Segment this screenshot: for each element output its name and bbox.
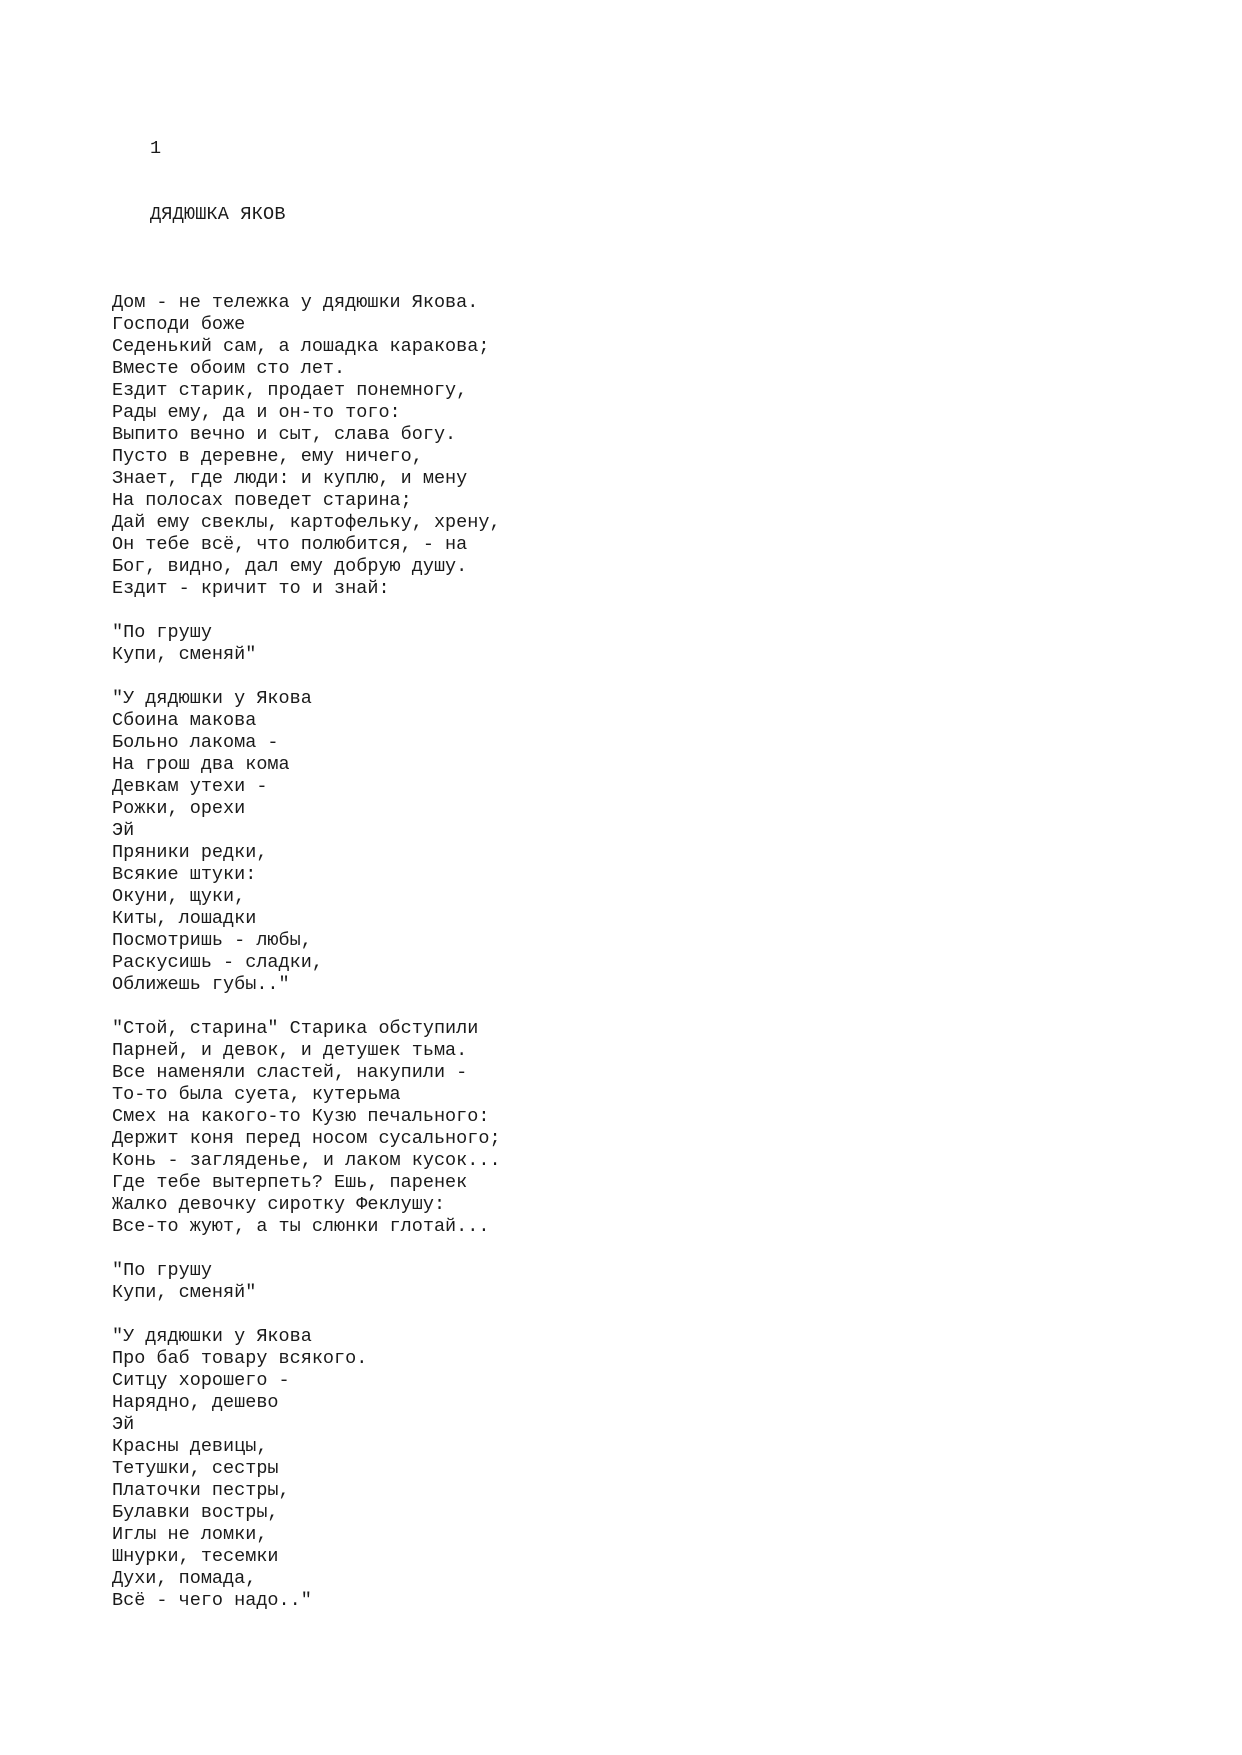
poem-line: Где тебе вытерпеть? Ешь, паренек [112, 1172, 468, 1193]
poem-title: ДЯДЮШКА ЯКОВ [150, 204, 286, 225]
poem-line: Дом - не тележка у дядюшки Якова. [112, 292, 479, 313]
poem-line: Посмотришь - любы, [112, 930, 312, 951]
poem-line: Оближешь губы.." [112, 974, 290, 995]
poem-line: Раскусишь - сладки, [112, 952, 323, 973]
poem-line: Эй [112, 1414, 135, 1435]
stanza-break [112, 666, 1192, 688]
poem-line: Жалко девочку сиротку Феклушу: [112, 1194, 446, 1215]
poem-line: Девкам утехи - [112, 776, 268, 797]
poem-line: Купи, сменяй" [112, 1282, 257, 1303]
stanza-break [112, 996, 1192, 1018]
poem-line: Смех на какого-то Кузю печального: [112, 1106, 490, 1127]
poem-line: Парней, и девок, и детушек тьма. [112, 1040, 468, 1061]
poem-line: Иглы не ломки, [112, 1524, 268, 1545]
poem-line: Рожки, орехи [112, 798, 246, 819]
page-number: 1 [150, 138, 162, 159]
poem-line: Платочки пестры, [112, 1480, 290, 1501]
poem-line: "Стой, старина" Старика обступили [112, 1018, 479, 1039]
stanza-break [112, 600, 1192, 622]
poem-line: Ездит - кричит то и знай: [112, 578, 390, 599]
poem-line: Булавки востры, [112, 1502, 279, 1523]
poem-line: То-то была суета, кутерьма [112, 1084, 401, 1105]
poem-line: Всякие штуки: [112, 864, 257, 885]
stanza-break [112, 1238, 1192, 1260]
poem-line: Духи, помада, [112, 1568, 257, 1589]
poem-line: "У дядюшки у Якова [112, 688, 312, 709]
poem-line: Конь - загляденье, и лаком кусок... [112, 1150, 501, 1171]
poem-line: Ситцу хорошего - [112, 1370, 290, 1391]
poem-line: "По грушу [112, 1260, 212, 1281]
poem-line: "У дядюшки у Якова [112, 1326, 312, 1347]
poem-line: Эй [112, 820, 135, 841]
poem-line: Седенький сам, а лошадка каракова; [112, 336, 490, 357]
poem-line: Все наменяли сластей, накупили - [112, 1062, 468, 1083]
poem-line: На полосах поведет старина; [112, 490, 412, 511]
poem-body [112, 292, 1192, 1612]
poem-line: Рады ему, да и он-то того: [112, 402, 401, 423]
poem-line: Больно лакома - [112, 732, 279, 753]
poem-line: Киты, лошадки [112, 908, 257, 929]
poem-line: Тетушки, сестры [112, 1458, 279, 1479]
poem-line: Про баб товару всякого. [112, 1348, 368, 1369]
poem-line: "По грушу [112, 622, 212, 643]
poem-line: Красны девицы, [112, 1436, 268, 1457]
poem-line: Выпито вечно и сыт, слава богу. [112, 424, 457, 445]
poem-line: Всё - чего надо.." [112, 1590, 312, 1611]
poem-line: Он тебе всё, что полюбится, - на [112, 534, 468, 555]
stanza-break [112, 1304, 1192, 1326]
poem-line: Сбоина макова [112, 710, 257, 731]
poem-line: Окуни, щуки, [112, 886, 246, 907]
poem-line: Нарядно, дешево [112, 1392, 279, 1413]
poem-line: Знает, где люди: и куплю, и мену [112, 468, 468, 489]
poem-line: Пряники редки, [112, 842, 268, 863]
poem-line: Держит коня перед носом сусального; [112, 1128, 501, 1149]
poem-line: Все-то жуют, а ты слюнки глотай... [112, 1216, 490, 1237]
poem-line: Дай ему свеклы, картофельку, хрену, [112, 512, 501, 533]
poem-line: Бог, видно, дал ему добрую душу. [112, 556, 468, 577]
poem-line: Купи, сменяй" [112, 644, 257, 665]
poem-line: Ездит старик, продает понемногу, [112, 380, 468, 401]
poem-line: Пусто в деревне, ему ничего, [112, 446, 423, 467]
poem-line: Господи боже [112, 314, 246, 335]
poem-line: Шнурки, тесемки [112, 1546, 279, 1567]
poem-line: На грош два кома [112, 754, 290, 775]
poem-line: Вместе обоим сто лет. [112, 358, 346, 379]
